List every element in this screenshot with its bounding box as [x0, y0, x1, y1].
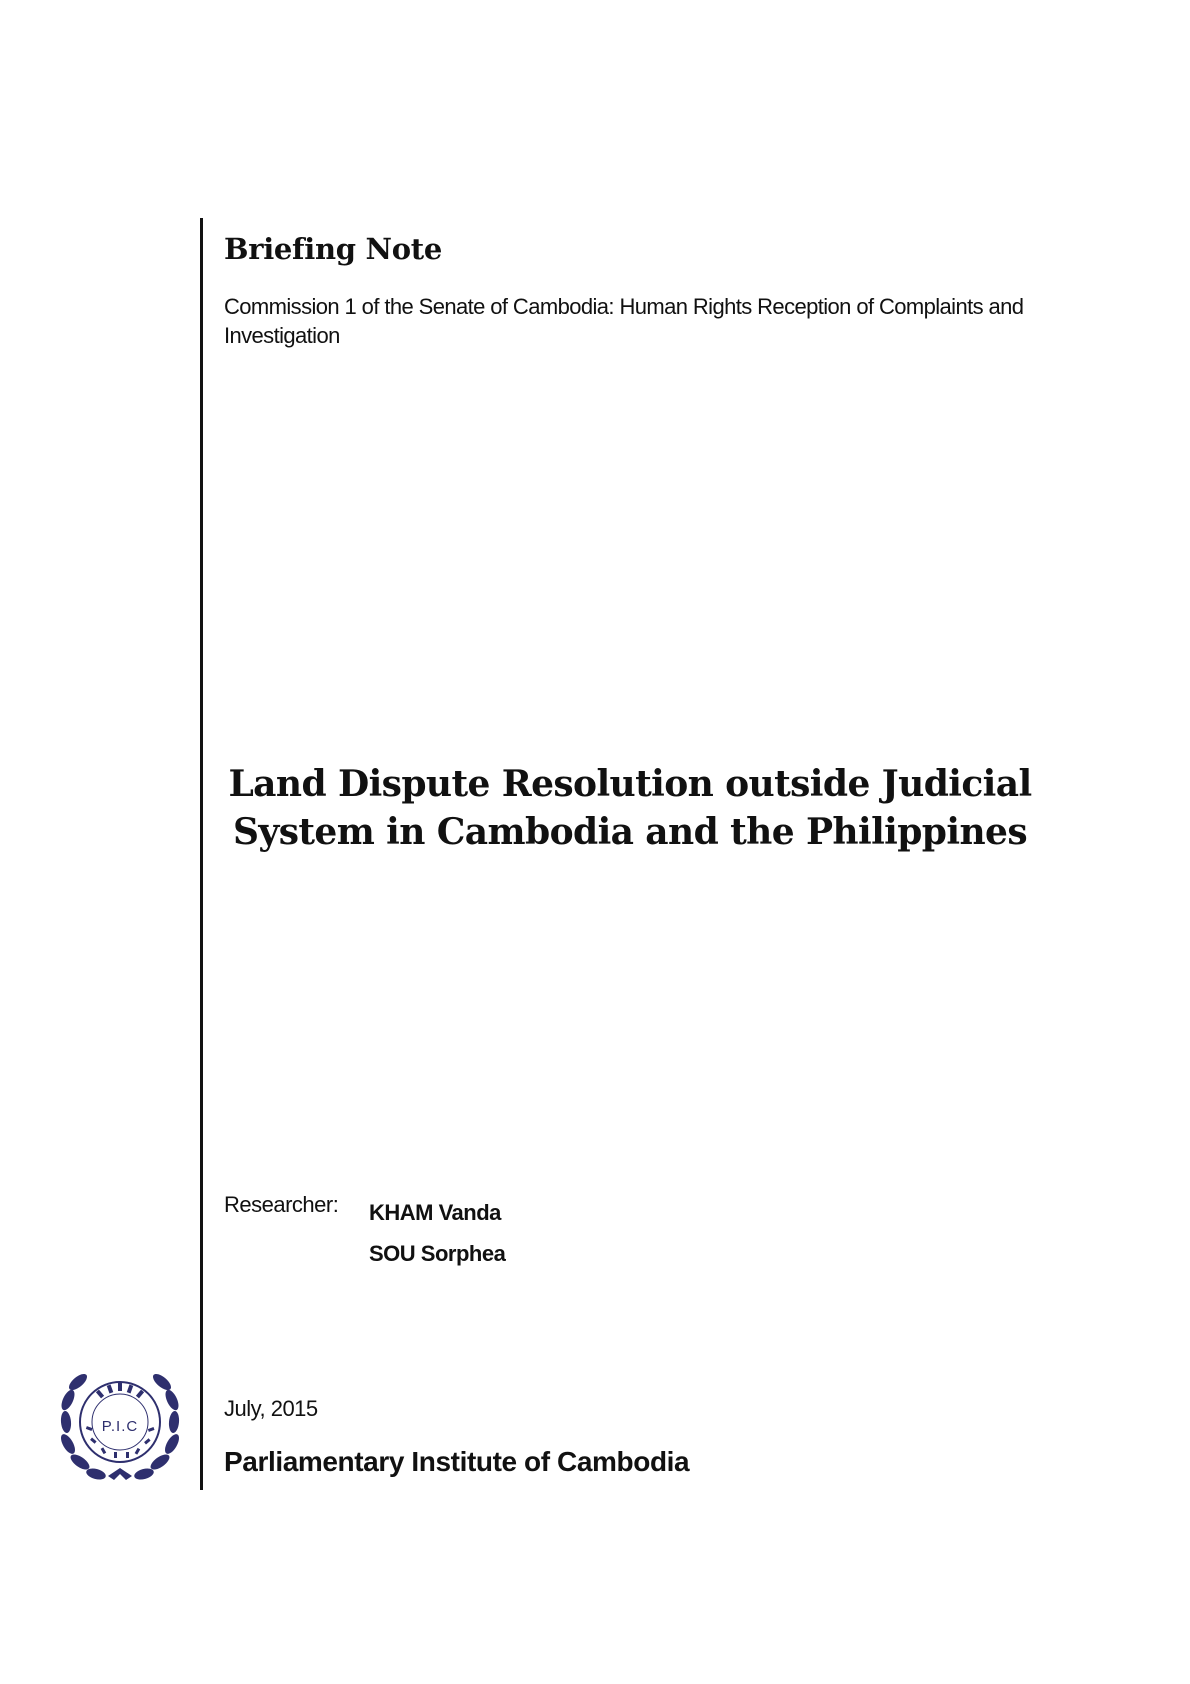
researcher-name: SOU Sorphea: [369, 1241, 506, 1266]
researcher-label: Researcher:: [224, 1192, 339, 1217]
researcher-name: KHAM Vanda: [369, 1200, 501, 1225]
commission-subtitle: Commission 1 of the Senate of Cambodia: Human Rights Reception of Complaints and Investigation: [224, 294, 1024, 348]
report-title: [220, 760, 1040, 856]
publication-date: July, 2015: [224, 1396, 318, 1421]
document-type-title: Briefing Note: [224, 232, 443, 266]
researcher-names: [369, 1192, 505, 1274]
logo-abbreviation: P.I.C: [101, 1418, 139, 1435]
report-title-line-1: Land Dispute Resolution outside Judicial: [228, 763, 1032, 805]
institute-name: Parliamentary Institute of Cambodia: [224, 1446, 690, 1477]
report-title-line-2: System in Cambodia and the Philippines: [233, 811, 1027, 853]
pic-logo: [52, 1360, 188, 1486]
vertical-rule: [200, 218, 203, 1490]
